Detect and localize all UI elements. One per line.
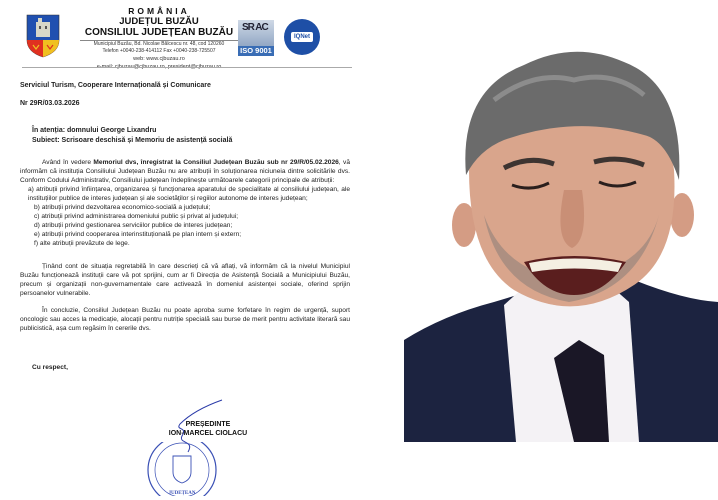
closing: Cu respect,	[32, 364, 68, 371]
portrait-photo	[404, 40, 718, 442]
paragraph-2: Ținând cont de situația regretabilă în care descrieți că vă aflați, vă informăm că la nivelul Municipiul Buzău funcționează instituții care vă pot sprijini, cum ar fi Direcția de Asistență Socială a Municipiului Buzău, precum și organizații non-guvernamentale care activează în domeniul asistenței sociale, oferind sprijin persoanelor vulnerabile.	[20, 263, 350, 297]
signatory-name: ION-MARCEL CIOLACU	[168, 430, 248, 437]
website: web: www.cjbuzau.ro	[133, 56, 185, 62]
letter-body	[20, 81, 350, 372]
address: Municipiul Buzău, Bd. Nicolae Bălcescu nr. 48, cod 120260	[93, 41, 225, 47]
official-stamp-icon	[145, 442, 219, 496]
iqnet-logo-icon: IQNet	[284, 19, 320, 55]
phone-fax: Telefon +0040-238-414112 Fax +0040-238-725507	[102, 48, 216, 54]
list-item: f) alte atribuții prevăzute de lege.	[34, 240, 130, 247]
attention-line: În atenția: domnului George Lixandru	[32, 127, 157, 134]
svg-text:JUDEȚEAN: JUDEȚEAN	[168, 491, 196, 496]
council-name: CONSILIUL JUDEȚEAN BUZĂU	[80, 27, 238, 41]
letterhead-text	[80, 6, 238, 71]
list-item: d) atribuții privind gestionarea serviciilor publice de interes județean;	[34, 222, 233, 229]
coat-of-arms-icon	[26, 14, 60, 58]
signatory-title: PREȘEDINTE	[185, 421, 231, 428]
country-name: ROMÂNIA	[128, 6, 190, 16]
paragraph-1: Având în vedere Memoriul dvs, înregistrat la Consiliul Județean Buzău sub nr 29/R/05.02.2026, vă informăm că instituția Consiliului Județean Buzău nu are atribuții în soluționarea niciuneia dintre solicitările dvs. Conform Codului Administrativ, Consiliului județean îndeplinește următoarele categorii principale de atribuții:	[20, 159, 350, 184]
department: Serviciul Turism, Cooperare Internațională și Comunicare	[20, 82, 211, 89]
signature-block	[148, 420, 268, 438]
srac-iso-9001-logo-icon: SR AC ISO 9001	[238, 20, 274, 56]
subject-line: Subiect: Scrisoare deschisă și Memoriu de asistență socială	[32, 137, 233, 144]
registration-number: Nr 29R/03.03.2026	[20, 100, 80, 107]
list-item: a) atribuții privind înființarea, organizarea și funcționarea aparatului de specialitate al consiliului județean, ale instituțiilor publice de interes județean și ale societăților și regiilor autonome de interes județean;	[28, 186, 350, 202]
attributions-list	[20, 185, 350, 248]
paragraph-3: În concluzie, Consiliul Județean Buzău nu poate aproba sume forfetare în regim de urgență, suport oncologic sau acces la medicație, alocații pentru nutriție specială sau burse de merit pentru activitate literară sau publicistică, așa cum regăsim în cererile dvs.	[20, 307, 350, 332]
list-item: c) atribuții privind administrarea domeniului public și privat al județului;	[34, 213, 239, 220]
letterhead	[0, 0, 374, 68]
header-divider	[22, 67, 352, 68]
attention-block	[20, 126, 350, 146]
list-item: e) atribuții privind cooperarea interinstituțională pe plan intern și extern;	[34, 231, 242, 238]
list-item: b) atribuții privind dezvoltarea economico-socială a județului;	[34, 204, 211, 211]
county-name: JUDEȚUL BUZĂU	[119, 16, 199, 27]
